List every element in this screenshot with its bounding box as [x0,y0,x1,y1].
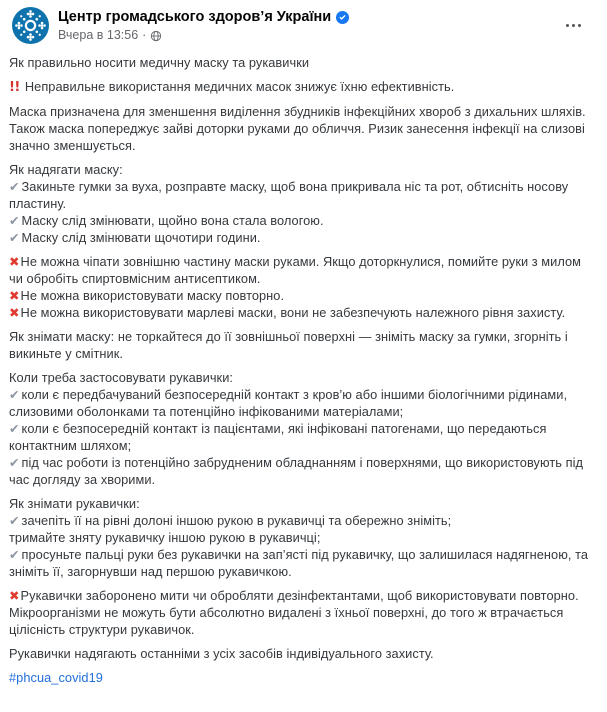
post-paragraph [9,369,598,488]
check-icon: ✔ [9,179,20,194]
more-dot [566,24,569,27]
globe-icon [150,30,162,42]
post-line-text: Маску слід змінювати, щойно вона стала вологою. [21,213,324,228]
post-meta [58,28,349,43]
check-icon: ✔ [9,455,20,470]
check-icon: ✔ [9,230,20,245]
post-text [9,54,598,662]
post-line-text: Як знімати рукавички: [9,496,140,511]
post-line-text: коли є передбачуваний безпосередній контакт з кров’ю або іншими біологічними рідинами, слизовими оболонками та потенційно інфікованими матеріалами; [9,387,568,419]
post-paragraph [9,645,598,662]
post-header [0,0,607,46]
post-paragraph [9,328,598,362]
post-line-text: Як правильно носити медичну маску та рукавички [9,55,310,70]
more-options-button[interactable] [562,20,585,31]
header-text [58,7,349,43]
post-paragraph [9,587,598,638]
post-body [0,46,607,686]
hashtag-paragraph [9,669,598,686]
post-paragraph [9,78,598,96]
cross-icon: ✖ [9,288,20,303]
post-line-text: зачепіть її на рівні долоні іншою рукою в рукавичці та обережно зніміть; [21,513,452,528]
more-dot [578,24,581,27]
more-dot [572,24,575,27]
post-line-text: Як надягати маску: [9,162,123,177]
post-line-text: просуньте пальці руки без рукавички на зап’ясті під рукавичку, що залишилася надягненою, та зніміть її, загорнувши над першою рукавичкою. [9,547,589,579]
post-line-text: Як знімати маску: не торкайтеся до її зовнішньої поверхні — зніміть маску за гумки, згорніть і викиньте у смітник. [9,329,568,361]
page-avatar[interactable] [12,7,49,44]
post-line-text: Коли треба застосовувати рукавички: [9,370,234,385]
page-logo-icon [12,7,49,44]
post-line-text: Неправильне використання медичних масок знижує їхню ефективність. [24,79,455,94]
post-line-text: Маска призначена для зменшення виділення збудників інфекційних хвороб з дихальних шляхів. Також маска попереджує зайві доторки руками до обличчя. Ризик занесення інфекції на слизові значно зменшується. [9,104,586,153]
check-icon: ✔ [9,387,20,402]
cross-icon: ✖ [9,588,20,603]
post-paragraph [9,54,598,71]
bangbang-icon: !! [9,80,20,95]
verified-badge-icon [336,11,349,24]
post-line-text: Рукавички заборонено мити чи обробляти дезінфектантами, щоб використовувати повторно. Мікроорганізми не можуть бути абсолютно видалені з їхньої поверхні, до того ж втрачається цілісність структури рукавичок. [9,588,579,637]
check-icon: ✔ [9,547,20,562]
post-line-text: Не можна чіпати зовнішню частину маски руками. Якщо доторкнулися, помийте руки з милом чи обробіть спиртовмісним антисептиком. [9,254,582,286]
post-paragraph [9,161,598,246]
check-icon: ✔ [9,513,20,528]
page-name[interactable]: Центр громадського здоров’я України [58,9,332,25]
post-line-text: під час роботи із потенційно забрудненим обладнанням і поверхнями, що використовують під час догляду за хворими. [9,455,583,487]
post-paragraph [9,253,598,321]
post-line-text: коли є безпосередній контакт із пацієнтами, які інфіковані патогенами, що передаються контактним шляхом; [9,421,547,453]
post-paragraph [9,495,598,580]
check-icon: ✔ [9,421,20,436]
post-line-text: Не можна використовувати марлеві маски, вони не забезпечують належного рівня захисту. [20,305,566,320]
hashtag-link[interactable]: #phcua_covid19 [9,670,103,685]
post-line-text: Закиньте гумки за вуха, розправте маску, щоб вона прикривала ніс та рот, обтисніть носову пластину. [9,179,569,211]
cross-icon: ✖ [9,254,20,269]
cross-icon: ✖ [9,305,20,320]
post-line-text: тримайте зняту рукавичку іншою рукою в рукавичці; [9,530,321,545]
post-paragraph [9,103,598,154]
post-line-text: Маску слід змінювати щочотири години. [21,230,261,245]
post-line-text: Не можна використовувати маску повторно. [20,288,285,303]
check-icon: ✔ [9,213,20,228]
post-line-text: Рукавички надягають останніми з усіх засобів індивідуального захисту. [9,646,434,661]
post-timestamp[interactable]: Вчера в 13:56 [58,28,139,42]
meta-separator: · [142,28,147,42]
